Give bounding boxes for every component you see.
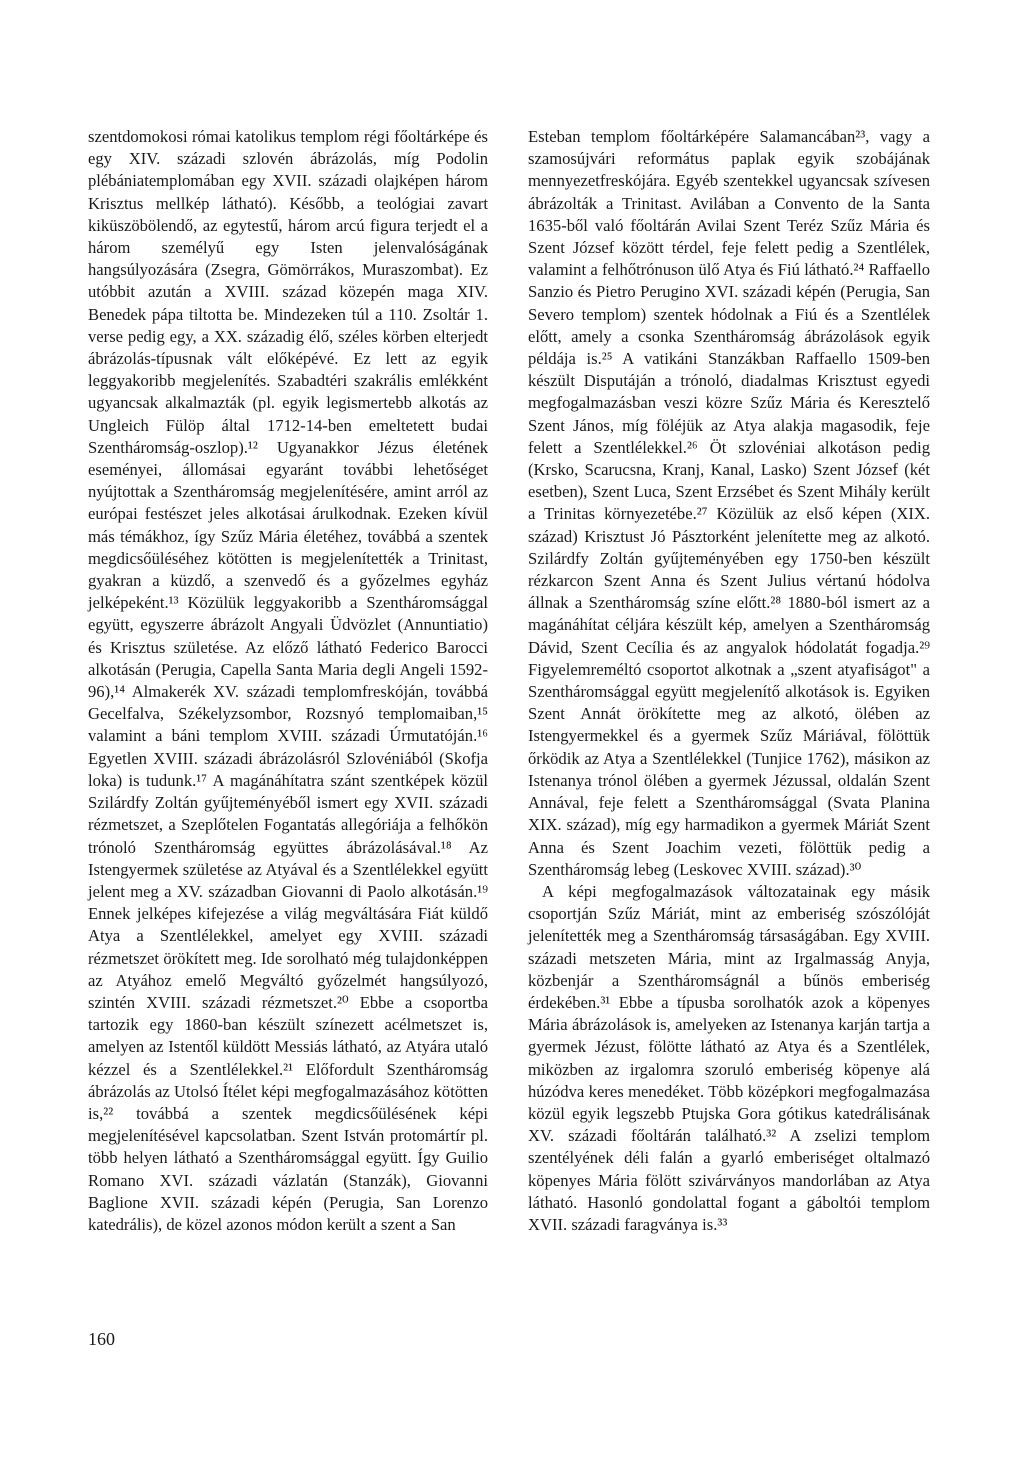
left-paragraph-1: szentdomokosi római katolikus templom régi főoltárképe és egy XIV. századi szlovén ábrázolás, míg Podolin plébániatemplomában egy XVII. századi olajképen három Krisztus mellkép látható). Később, a teológiai zavart kiküszöbölendő, az egytestű, három arcú figura terjedt el a három személyű egy Isten jelenvalóságának hangsúlyozására (Zsegra, Gömörrákos, Muraszombat). Ez utóbbit azután a XVIII. század közepén maga XIV. Benedek pápa tiltotta be. Mindezeken túl a 110. Zsoltár 1. verse pedig egy, a XX. századig élő, széles körben elterjedt ábrázolás-típusnak vált előképévé. Ez lett az egyik leggyakoribb megjelenítés. Szabadtéri szakrális emlékként ugyancsak alkalmazták (pl. egyik legismertebb alkotás az Ungleich Fülöp által 1712-14-ben emeltetett budai Szentháromság-oszlop).¹² Ugyanakkor Jézus életének eseményei, állomásai egyaránt további lehetőséget nyújtottak a Szentháromság megjelenítésére, amint arról az európai festészet jeles alkotásai árulkodnak. Ezeken kívül más témákhoz, így Szűz Mária életéhez, továbbá a szentek megdicsőüléséhez kötötten is megjelenítették a Trinitast, gyakran a küzdő, a szenvedő és a győzelmes egyház jelképeként.¹³ Közülük leggyakoribb a Szentháromsággal együtt, egyszerre ábrázolt Angyali Üdvözlet (Annuntiatio) és Krisztus születése. Az előző látható Federico Barocci alkotásán (Perugia, Capella Santa Maria degli Angeli 1592-96),¹⁴ Almakerék XV. századi templomfreskóján, továbbá Gecelfalva, Székelyzsombor, Rozsnyó templomaiban,¹⁵ valamint a báni templom XVIII. századi Úrmutatóján.¹⁶ Egyetlen XVIII. századi ábrázolásról Szlovéniából (Skofja loka) is tudunk.¹⁷ A magánáhítatra szánt szentképek közül Szilárdfy Zoltán gyűjteményéből ismert egy XVII. századi rézmetszet, a Szeplőtelen Fogantatás allegóriája a felhőkön trónoló Szentháromság együttes ábrázolásával.¹⁸ Az Istengyermek születése az Atyával és a Szentlélekkel együtt jelent meg a XV. században Giovanni di Paolo alkotásán.¹⁹ Ennek jelképes kifejezése a világ megváltására Fiát küldő Atya a Szentlélekkel, amelyet egy XVIII. századi rézmetszet örökített meg. Ide sorolható még tulajdonképpen az Atyához emelő Megváltó győzelmét hangsúlyozó, szintén XVIII. századi rézmetszet.²⁰ Ebbe a csoportba tartozik egy 1860-ban készült színezett acélmetszet is, amelyen az Istentől küldött Messiás látható, az Atyára utaló kézzel és a Szentlélekkel.²¹ Előfordult Szentháromság ábrázolás az Utolsó Ítélet képi megfogalmazásához kötötten is,²² továbbá a szentek megdicsőülésének képi megjelenítésével kapcsolatban. Szent István protomártír pl. több helyen látható a Szentháromsággal együtt. Így Guilio Romano XVI. századi vázlatán (Stanzák), Giovanni Baglione XVII. századi képén (Perugia, San Lorenzo katedrális), de közel azonos módon került a szent a San: [88, 127, 488, 1234]
right-paragraph-1: Esteban templom főoltárképére Salamancában²³, vagy a szamosújvári református paplak egyik szobájának mennyezetfreskójára. Egyéb szentekkel ugyancsak szívesen ábrázolták a Trinitast. Avilában a Convento de la Santa 1635-ből való főoltárán Avilai Szent Teréz Szűz Mária és Szent József között térdel, feje felett pedig a Szentlélek, valamint a felhőtrónuson ülő Atya és Fiú látható.²⁴ Raffaello Sanzio és Pietro Perugino XVI. századi képén (Perugia, San Severo templom) szentek hódolnak a Fiú és a Szentlélek előtt, amely a csonka Szentháromság ábrázolások egyik példája is.²⁵ A vatikáni Stanzákban Raffaello 1509-ben készült Disputáján a trónoló, diadalmas Krisztust egyedi megfogalmazásban veszi közre Szűz Mária és Keresztelő Szent János, míg föléjük az Atya alakja magasodik, feje felett a Szentlélekkel.²⁶ Öt szlovéniai alkotáson pedig (Krsko, Scarucsna, Kranj, Kanal, Lasko) Szent József (két esetben), Szent Luca, Szent Erzsébet és Szent Mihály került a Trinitas környezetébe.²⁷ Közülük az első képen (XIX. század) Krisztust Jó Pásztorként jelenítette meg az alkotó. Szilárdfy Zoltán gyűjteményében egy 1750-ben készült rézkarcon Szent Anna és Szent Julius vértanú hódolva állnak a Szentháromság színe előtt.²⁸ 1880-ból ismert az a magánáhítat céljára készült kép, amelyen a Szentháromság Dávid, Szent Cecília és az angyalok hódolatát fogadja.²⁹ Figyelemreméltó csoportot alkotnak a „szent atyafiságot" a Szentháromsággal együtt megjelenítő alkotások is. Egyiken Szent Annát örökítette meg az alkotó, ölében az Istengyermekkel és a gyermek Szűz Máriával, fölöttük őrködik az Atya a Szentlélekkel (Tunjice 1762), másikon az Istenanya trónol ölében a gyermek Jézussal, oldalán Szent Annával, feje felett a Szentháromsággal (Svata Planina XIX. század), míg egy harmadikon a gyermek Máriát Szent Anna és Szent Joachim vezeti, fölöttük pedig a Szentháromság lebeg (Leskovec XVIII. század).³⁰: [528, 127, 930, 879]
page-number: 160: [88, 1329, 115, 1349]
left-text-column: [88, 126, 488, 1236]
right-text-column: [528, 126, 930, 1236]
right-paragraph-2: A képi megfogalmazások változatainak egy másik csoportján Szűz Máriát, mint az emberiség szószólóját jelenítették meg a Szentháromság társaságában. Egy XVIII. századi metszeten Mária, mint az Irgalmasság Anyja, közbenjár a Szentháromságnál a bűnös emberiség érdekében.³¹ Ebbe a típusba sorolhatók azok a köpenyes Mária ábrázolások is, amelyeken az Istenanya karján tartja a gyermek Jézust, fölötte látható az Atya és a Szentlélek, miközben az irgalomra szoruló emberiség köpenye alá húzódva keres menedéket. Több középkori megfogalmazása közül egyik legszebb Ptujska Gora gótikus katedrálisának XV. századi főoltárán található.³² A zselizi templom szentélyének déli falán a gyarló emberiséget oltalmazó köpenyes Mária fölött szivárványos mandorlában az Atya látható. Hasonló gondolattal fogant a gáboltói templom XVII. századi faragványa is.³³: [528, 881, 930, 1234]
